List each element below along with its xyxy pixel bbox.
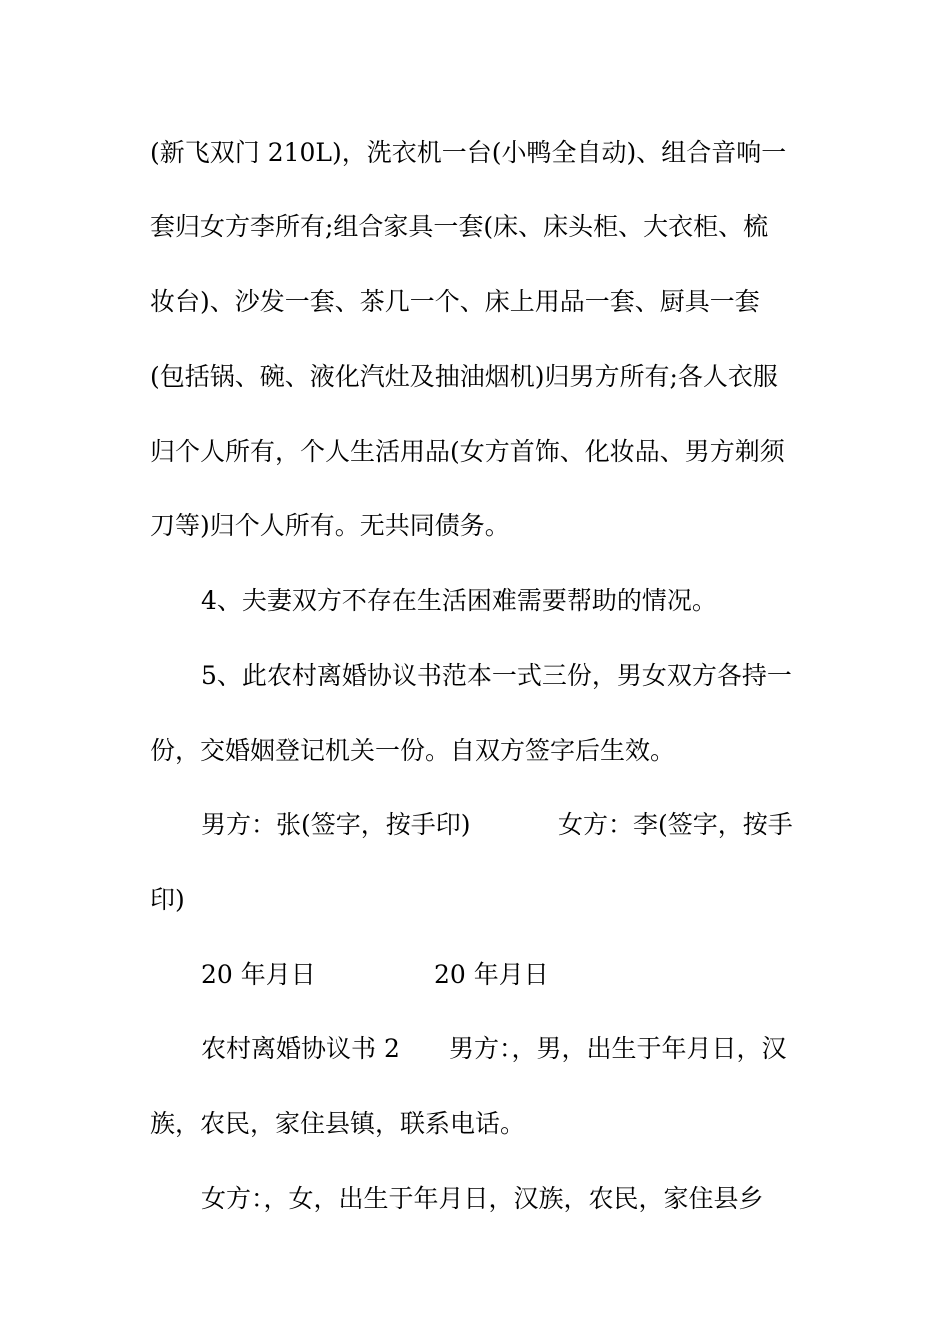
text-line-5: 归个人所有，个人生活用品(女方首饰、化妆品、男方剃须 [150, 437, 785, 466]
clause-5: 5、此农村离婚协议书范本一式三份，男女双方各持一 [201, 661, 792, 690]
text-line-2: 套归女方李所有;组合家具一套(床、床头柜、大衣柜、梳 [150, 212, 769, 241]
text-line-6: 刀等)归个人所有。无共同债务。 [150, 511, 510, 540]
male-signature: 男方：张(签字，按手印) [201, 810, 471, 839]
agreement2-male-intro: 男方：，男，出生于年月日，汉 [449, 1034, 787, 1063]
female-signature-cont: 印) [150, 885, 185, 914]
text-line-1: (新飞双门 210L)，洗衣机一台(小鸭全自动)、组合音响一 [150, 138, 787, 167]
agreement2-female-intro: 女方：，女，出生于年月日，汉族，农民，家住县乡 [201, 1184, 764, 1213]
clause-4: 4、夫妻双方不存在生活困难需要帮助的情况。 [201, 586, 717, 615]
signature-line [201, 805, 821, 845]
text-line-4: (包括锅、碗、液化汽灶及抽油烟机)归男方所有;各人衣服 [150, 362, 778, 391]
text-line-3: 妆台)、沙发一套、茶几一个、床上用品一套、厨具一套 [150, 287, 760, 316]
agreement2-male-intro-cont: 族，农民，家住县镇，联系电话。 [150, 1109, 526, 1138]
clause-5-cont: 份，交婚姻登记机关一份。自双方签字后生效。 [150, 736, 676, 765]
agreement2-title: 农村离婚协议书 2 [201, 1034, 400, 1063]
agreement2-heading-line [201, 1029, 811, 1069]
female-date: 20 年月日 [434, 960, 549, 989]
female-signature: 女方：李(签字，按手 [558, 810, 793, 839]
date-line [201, 955, 601, 995]
male-date: 20 年月日 [201, 960, 316, 989]
